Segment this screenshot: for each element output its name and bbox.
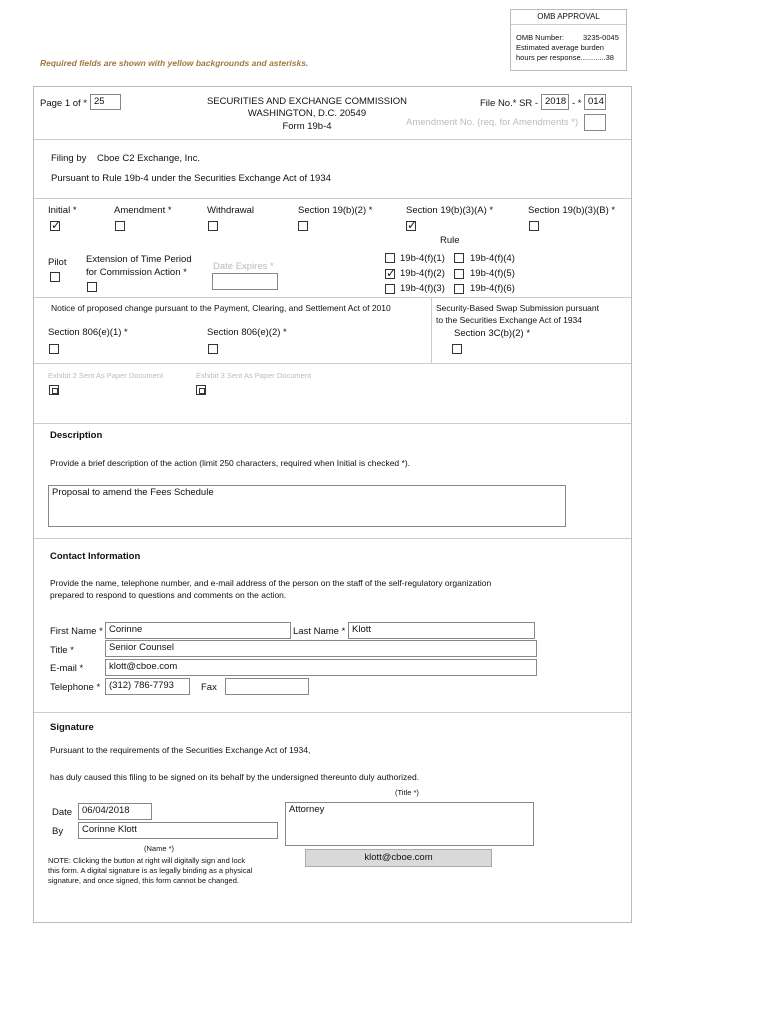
pilot-label: Pilot <box>48 257 67 268</box>
date-expires-field[interactable] <box>212 273 278 290</box>
rule-f2-checkbox[interactable] <box>385 269 395 279</box>
swap-submission-line2: to the Securities Exchange Act of 1934 <box>436 315 583 325</box>
title-field[interactable]: Senior Counsel <box>105 640 537 657</box>
note-line3: signature, and once signed, this form cannot be changed. <box>48 876 239 885</box>
signature-date-field[interactable]: 06/04/2018 <box>78 803 152 820</box>
agency-city: WASHINGTON, D.C. 20549 <box>247 108 367 119</box>
last-name-field[interactable]: Klott <box>348 622 535 639</box>
date-label: Date <box>52 807 73 818</box>
divider <box>34 712 631 713</box>
contact-heading: Contact Information <box>50 551 141 562</box>
agency-title: SECURITIES AND EXCHANGE COMMISSION <box>206 96 408 107</box>
pursuant-rule: Pursuant to Rule 19b-4 under the Securities Exchange Act of 1934 <box>51 173 331 184</box>
note-line1: NOTE: Clicking the button at right will digitally sign and lock <box>48 856 246 865</box>
signature-by-field[interactable]: Corinne Klott <box>78 822 278 839</box>
page-total-field[interactable]: 25 <box>90 94 121 110</box>
initial-checkbox[interactable] <box>50 221 60 231</box>
signature-authorized: has duly caused this filing to be signed on its behalf by the undersigned thereunto duly authorized. <box>50 772 420 782</box>
extension-checkbox[interactable] <box>87 282 97 292</box>
rule-f4-label: 19b-4(f)(4) <box>470 253 515 264</box>
divider <box>431 297 432 363</box>
divider <box>34 363 631 364</box>
omb-title: OMB APPROVAL <box>511 12 626 25</box>
signature-title-field[interactable]: Attorney <box>285 802 534 846</box>
amendment-no-label: Amendment No. (req. for Amendments *) <box>406 117 579 128</box>
amendment-no-field[interactable] <box>584 114 606 131</box>
section-19b3b-label: Section 19(b)(3)(B) * <box>528 205 616 216</box>
initial-label: Initial * <box>48 205 77 216</box>
file-year-field[interactable]: 2018 <box>541 94 569 110</box>
amendment-label: Amendment * <box>114 205 172 216</box>
divider <box>34 198 631 199</box>
signature-pursuant: Pursuant to the requirements of the Securities Exchange Act of 1934, <box>50 745 311 755</box>
omb-approval-box <box>510 9 627 71</box>
description-heading: Description <box>50 430 103 441</box>
filing-by-value: Cboe C2 Exchange, Inc. <box>97 153 200 164</box>
section-19b3b-checkbox[interactable] <box>529 221 539 231</box>
form-19b-4 <box>33 86 632 923</box>
pilot-checkbox[interactable] <box>50 272 60 282</box>
signature-heading: Signature <box>50 722 94 733</box>
withdrawal-checkbox[interactable] <box>208 221 218 231</box>
rule-f6-label: 19b-4(f)(6) <box>470 283 515 294</box>
title-label: Title * <box>50 645 74 656</box>
divider <box>34 423 631 424</box>
email-label: E-mail * <box>50 663 84 674</box>
title-caption: (Title *) <box>395 788 419 797</box>
section-806e2-label: Section 806(e)(2) * <box>207 327 287 338</box>
by-label: By <box>52 826 64 837</box>
filing-by-label: Filing by <box>51 153 87 164</box>
section-19b3a-label: Section 19(b)(3)(A) * <box>406 205 494 216</box>
name-caption: (Name *) <box>144 844 175 853</box>
description-instruction: Provide a brief description of the action (limit 250 characters, required when Initial is checked *). <box>50 458 411 468</box>
rule-f1-label: 19b-4(f)(1) <box>400 253 445 264</box>
note-line2: this form. A digital signature is as legally binding as a physical <box>48 866 253 875</box>
amendment-checkbox[interactable] <box>115 221 125 231</box>
section-3cb2-checkbox[interactable] <box>452 344 462 354</box>
pcs-act-notice: Notice of proposed change pursuant to the Payment, Clearing, and Settlement Act of 2010 <box>51 303 391 313</box>
contact-instruction-line2: prepared to respond to questions and comments on the action. <box>50 590 287 600</box>
exhibit-3-checkbox[interactable] <box>196 385 206 395</box>
date-expires-label: Date Expires * <box>213 261 274 272</box>
file-dash: - * <box>572 98 582 109</box>
extension-label-line1: Extension of Time Period <box>86 254 192 265</box>
rule-f3-checkbox[interactable] <box>385 284 395 294</box>
section-806e1-label: Section 806(e)(1) * <box>48 327 128 338</box>
telephone-label: Telephone * <box>50 682 101 693</box>
form-number: Form 19b-4 <box>282 121 332 132</box>
file-number-field[interactable]: 014 <box>584 94 606 110</box>
page-label: Page 1 of * <box>40 98 88 109</box>
fax-field[interactable] <box>225 678 309 695</box>
withdrawal-label: Withdrawal <box>207 205 254 216</box>
email-field[interactable]: klott@cboe.com <box>105 659 537 676</box>
omb-burden-line1: Estimated average burden <box>516 43 604 52</box>
exhibit-2-label: Exhibit 2 Sent As Paper Document <box>48 371 164 380</box>
rule-f2-label: 19b-4(f)(2) <box>400 268 445 279</box>
section-19b2-checkbox[interactable] <box>298 221 308 231</box>
section-19b3a-checkbox[interactable] <box>406 221 416 231</box>
last-name-label: Last Name * <box>293 626 346 637</box>
contact-instruction-line1: Provide the name, telephone number, and e-mail address of the person on the staff of the self-regulatory organization <box>50 578 492 588</box>
telephone-field[interactable]: (312) 786-7793 <box>105 678 190 695</box>
rule-f4-checkbox[interactable] <box>454 253 464 263</box>
fax-label: Fax <box>201 682 217 693</box>
omb-number-value: 3235-0045 <box>583 33 619 42</box>
section-806e2-checkbox[interactable] <box>208 344 218 354</box>
section-3cb2-label: Section 3C(b)(2) * <box>454 328 531 339</box>
exhibit-2-checkbox[interactable] <box>49 385 59 395</box>
rule-f6-checkbox[interactable] <box>454 284 464 294</box>
omb-number-label: OMB Number: <box>516 33 564 42</box>
divider <box>34 297 631 298</box>
rule-label: Rule <box>440 235 460 246</box>
first-name-field[interactable]: Corinne <box>105 622 291 639</box>
exhibit-3-label: Exhibit 3 Sent As Paper Document <box>196 371 312 380</box>
divider <box>34 538 631 539</box>
omb-burden-line2: hours per response............38 <box>516 53 614 62</box>
section-19b2-label: Section 19(b)(2) * <box>298 205 373 216</box>
rule-f5-checkbox[interactable] <box>454 269 464 279</box>
section-806e1-checkbox[interactable] <box>49 344 59 354</box>
first-name-label: First Name * <box>50 626 103 637</box>
extension-label-line2: for Commission Action * <box>86 267 187 278</box>
rule-f5-label: 19b-4(f)(5) <box>470 268 515 279</box>
description-textarea[interactable]: Proposal to amend the Fees Schedule <box>48 485 566 527</box>
rule-f1-checkbox[interactable] <box>385 253 395 263</box>
rule-f3-label: 19b-4(f)(3) <box>400 283 445 294</box>
divider <box>34 139 631 140</box>
swap-submission-line1: Security-Based Swap Submission pursuant <box>436 303 599 313</box>
digital-sign-button[interactable]: klott@cboe.com <box>305 849 492 867</box>
file-no-label: File No.* SR - <box>480 98 539 109</box>
required-fields-note: Required fields are shown with yellow backgrounds and asterisks. <box>40 58 309 68</box>
